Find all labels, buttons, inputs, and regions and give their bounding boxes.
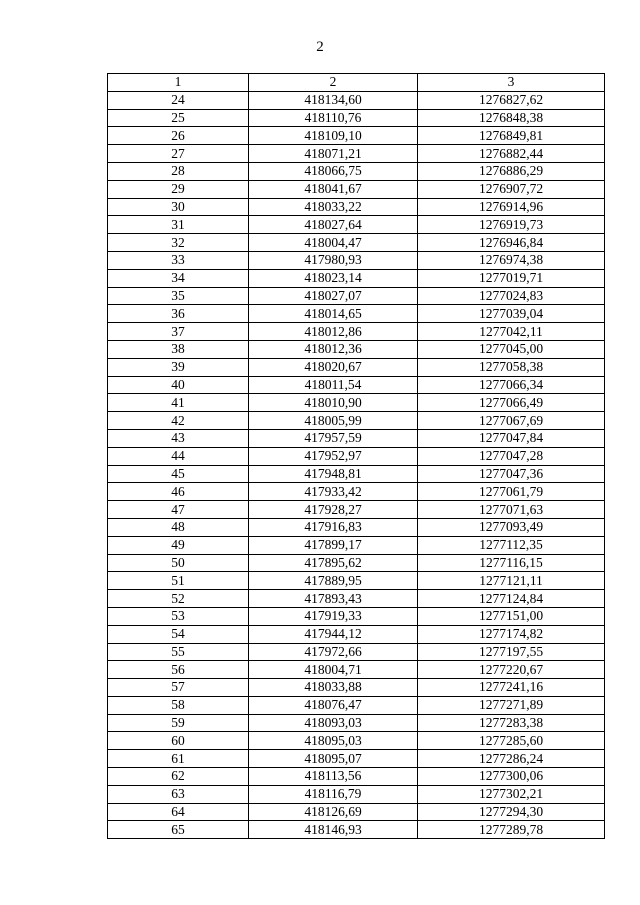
y-coordinate-cell: 1277042,11 — [418, 323, 605, 341]
y-coordinate-cell: 1277294,30 — [418, 803, 605, 821]
y-coordinate-cell: 1277066,49 — [418, 394, 605, 412]
point-number-cell: 33 — [108, 251, 249, 269]
y-coordinate-cell: 1277151,00 — [418, 607, 605, 625]
x-coordinate-cell: 417933,42 — [249, 483, 418, 501]
point-number-cell: 48 — [108, 518, 249, 536]
point-number-cell: 24 — [108, 91, 249, 109]
table-row — [108, 198, 605, 216]
table-row — [108, 269, 605, 287]
y-coordinate-cell: 1277047,28 — [418, 447, 605, 465]
x-coordinate-cell: 418095,07 — [249, 750, 418, 768]
table-row — [108, 251, 605, 269]
y-coordinate-cell: 1277112,35 — [418, 536, 605, 554]
x-coordinate-cell: 418027,07 — [249, 287, 418, 305]
table-row — [108, 607, 605, 625]
x-coordinate-cell: 418095,03 — [249, 732, 418, 750]
y-coordinate-cell: 1277066,34 — [418, 376, 605, 394]
table-row — [108, 216, 605, 234]
table-row — [108, 714, 605, 732]
point-number-cell: 39 — [108, 358, 249, 376]
y-coordinate-cell: 1276974,38 — [418, 251, 605, 269]
table-row — [108, 394, 605, 412]
point-number-cell: 26 — [108, 127, 249, 145]
point-number-cell: 43 — [108, 429, 249, 447]
table-row — [108, 501, 605, 519]
table-row — [108, 162, 605, 180]
table-row — [108, 234, 605, 252]
y-coordinate-cell: 1277061,79 — [418, 483, 605, 501]
x-coordinate-cell: 418110,76 — [249, 109, 418, 127]
point-number-cell: 28 — [108, 162, 249, 180]
y-coordinate-cell: 1276946,84 — [418, 234, 605, 252]
x-coordinate-cell: 418041,67 — [249, 180, 418, 198]
x-coordinate-cell: 417895,62 — [249, 554, 418, 572]
x-coordinate-cell: 418027,64 — [249, 216, 418, 234]
x-coordinate-cell: 417972,66 — [249, 643, 418, 661]
table-row — [108, 768, 605, 786]
point-number-cell: 53 — [108, 607, 249, 625]
table-row — [108, 145, 605, 163]
x-coordinate-cell: 418066,75 — [249, 162, 418, 180]
y-coordinate-cell: 1277289,78 — [418, 821, 605, 839]
point-number-cell: 36 — [108, 305, 249, 323]
x-coordinate-cell: 418014,65 — [249, 305, 418, 323]
x-coordinate-cell: 418116,79 — [249, 785, 418, 803]
y-coordinate-cell: 1277116,15 — [418, 554, 605, 572]
point-number-cell: 42 — [108, 412, 249, 430]
x-coordinate-cell: 417889,95 — [249, 572, 418, 590]
table-row — [108, 590, 605, 608]
y-coordinate-cell: 1277286,24 — [418, 750, 605, 768]
y-coordinate-cell: 1277071,63 — [418, 501, 605, 519]
y-coordinate-cell: 1277024,83 — [418, 287, 605, 305]
coordinates-table — [107, 73, 605, 839]
x-coordinate-cell: 417928,27 — [249, 501, 418, 519]
point-number-cell: 52 — [108, 590, 249, 608]
table-row — [108, 643, 605, 661]
point-number-cell: 47 — [108, 501, 249, 519]
table-row — [108, 91, 605, 109]
x-coordinate-cell: 418011,54 — [249, 376, 418, 394]
x-coordinate-cell: 418071,21 — [249, 145, 418, 163]
point-number-cell: 56 — [108, 661, 249, 679]
table-row — [108, 750, 605, 768]
table-row — [108, 696, 605, 714]
header-cell-y: 3 — [418, 74, 605, 92]
x-coordinate-cell: 418004,71 — [249, 661, 418, 679]
point-number-cell: 44 — [108, 447, 249, 465]
x-coordinate-cell: 417948,81 — [249, 465, 418, 483]
point-number-cell: 32 — [108, 234, 249, 252]
point-number-cell: 25 — [108, 109, 249, 127]
point-number-cell: 31 — [108, 216, 249, 234]
x-coordinate-cell: 418109,10 — [249, 127, 418, 145]
point-number-cell: 45 — [108, 465, 249, 483]
x-coordinate-cell: 417919,33 — [249, 607, 418, 625]
y-coordinate-cell: 1277124,84 — [418, 590, 605, 608]
point-number-cell: 59 — [108, 714, 249, 732]
table-header-row — [108, 74, 605, 92]
table-row — [108, 340, 605, 358]
point-number-cell: 54 — [108, 625, 249, 643]
x-coordinate-cell: 417899,17 — [249, 536, 418, 554]
table-row — [108, 821, 605, 839]
x-coordinate-cell: 417980,93 — [249, 251, 418, 269]
point-number-cell: 40 — [108, 376, 249, 394]
point-number-cell: 63 — [108, 785, 249, 803]
x-coordinate-cell: 418010,90 — [249, 394, 418, 412]
y-coordinate-cell: 1277039,04 — [418, 305, 605, 323]
y-coordinate-cell: 1276886,29 — [418, 162, 605, 180]
y-coordinate-cell: 1276849,81 — [418, 127, 605, 145]
table-row — [108, 803, 605, 821]
point-number-cell: 30 — [108, 198, 249, 216]
point-number-cell: 29 — [108, 180, 249, 198]
y-coordinate-cell: 1277019,71 — [418, 269, 605, 287]
header-cell-point: 1 — [108, 74, 249, 92]
point-number-cell: 55 — [108, 643, 249, 661]
x-coordinate-cell: 417893,43 — [249, 590, 418, 608]
table-row — [108, 483, 605, 501]
table-row — [108, 536, 605, 554]
table-row — [108, 518, 605, 536]
x-coordinate-cell: 418134,60 — [249, 91, 418, 109]
y-coordinate-cell: 1277174,82 — [418, 625, 605, 643]
point-number-cell: 27 — [108, 145, 249, 163]
table-row — [108, 109, 605, 127]
x-coordinate-cell: 418126,69 — [249, 803, 418, 821]
y-coordinate-cell: 1276914,96 — [418, 198, 605, 216]
page-number: 2 — [316, 39, 324, 55]
x-coordinate-cell: 418033,22 — [249, 198, 418, 216]
y-coordinate-cell: 1277197,55 — [418, 643, 605, 661]
x-coordinate-cell: 418020,67 — [249, 358, 418, 376]
table-row — [108, 661, 605, 679]
y-coordinate-cell: 1276848,38 — [418, 109, 605, 127]
table-row — [108, 412, 605, 430]
x-coordinate-cell: 418005,99 — [249, 412, 418, 430]
x-coordinate-cell: 418033,88 — [249, 679, 418, 697]
point-number-cell: 50 — [108, 554, 249, 572]
y-coordinate-cell: 1276907,72 — [418, 180, 605, 198]
y-coordinate-cell: 1277047,36 — [418, 465, 605, 483]
point-number-cell: 37 — [108, 323, 249, 341]
table-row — [108, 625, 605, 643]
y-coordinate-cell: 1277220,67 — [418, 661, 605, 679]
x-coordinate-cell: 417952,97 — [249, 447, 418, 465]
point-number-cell: 49 — [108, 536, 249, 554]
table-row — [108, 785, 605, 803]
y-coordinate-cell: 1277067,69 — [418, 412, 605, 430]
y-coordinate-cell: 1277285,60 — [418, 732, 605, 750]
coordinates-table-body — [108, 74, 605, 839]
point-number-cell: 64 — [108, 803, 249, 821]
x-coordinate-cell: 418012,86 — [249, 323, 418, 341]
table-row — [108, 358, 605, 376]
y-coordinate-cell: 1277302,21 — [418, 785, 605, 803]
point-number-cell: 62 — [108, 768, 249, 786]
y-coordinate-cell: 1276919,73 — [418, 216, 605, 234]
point-number-cell: 46 — [108, 483, 249, 501]
table-row — [108, 732, 605, 750]
table-row — [108, 447, 605, 465]
y-coordinate-cell: 1277283,38 — [418, 714, 605, 732]
table-row — [108, 679, 605, 697]
x-coordinate-cell: 417944,12 — [249, 625, 418, 643]
point-number-cell: 58 — [108, 696, 249, 714]
point-number-cell: 38 — [108, 340, 249, 358]
table-row — [108, 323, 605, 341]
x-coordinate-cell: 418076,47 — [249, 696, 418, 714]
header-cell-x: 2 — [249, 74, 418, 92]
table-row — [108, 127, 605, 145]
point-number-cell: 60 — [108, 732, 249, 750]
y-coordinate-cell: 1276882,44 — [418, 145, 605, 163]
y-coordinate-cell: 1277047,84 — [418, 429, 605, 447]
x-coordinate-cell: 418146,93 — [249, 821, 418, 839]
table-row — [108, 465, 605, 483]
x-coordinate-cell: 418113,56 — [249, 768, 418, 786]
table-row — [108, 554, 605, 572]
x-coordinate-cell: 418004,47 — [249, 234, 418, 252]
x-coordinate-cell: 417957,59 — [249, 429, 418, 447]
table-row — [108, 376, 605, 394]
x-coordinate-cell: 418012,36 — [249, 340, 418, 358]
table-row — [108, 305, 605, 323]
point-number-cell: 34 — [108, 269, 249, 287]
point-number-cell: 51 — [108, 572, 249, 590]
y-coordinate-cell: 1277300,06 — [418, 768, 605, 786]
table-row — [108, 180, 605, 198]
x-coordinate-cell: 418093,03 — [249, 714, 418, 732]
table-row — [108, 572, 605, 590]
y-coordinate-cell: 1276827,62 — [418, 91, 605, 109]
table-row — [108, 429, 605, 447]
table-row — [108, 287, 605, 305]
y-coordinate-cell: 1277121,11 — [418, 572, 605, 590]
y-coordinate-cell: 1277271,89 — [418, 696, 605, 714]
point-number-cell: 41 — [108, 394, 249, 412]
x-coordinate-cell: 417916,83 — [249, 518, 418, 536]
point-number-cell: 57 — [108, 679, 249, 697]
point-number-cell: 35 — [108, 287, 249, 305]
point-number-cell: 61 — [108, 750, 249, 768]
point-number-cell: 65 — [108, 821, 249, 839]
x-coordinate-cell: 418023,14 — [249, 269, 418, 287]
y-coordinate-cell: 1277045,00 — [418, 340, 605, 358]
y-coordinate-cell: 1277093,49 — [418, 518, 605, 536]
y-coordinate-cell: 1277058,38 — [418, 358, 605, 376]
y-coordinate-cell: 1277241,16 — [418, 679, 605, 697]
